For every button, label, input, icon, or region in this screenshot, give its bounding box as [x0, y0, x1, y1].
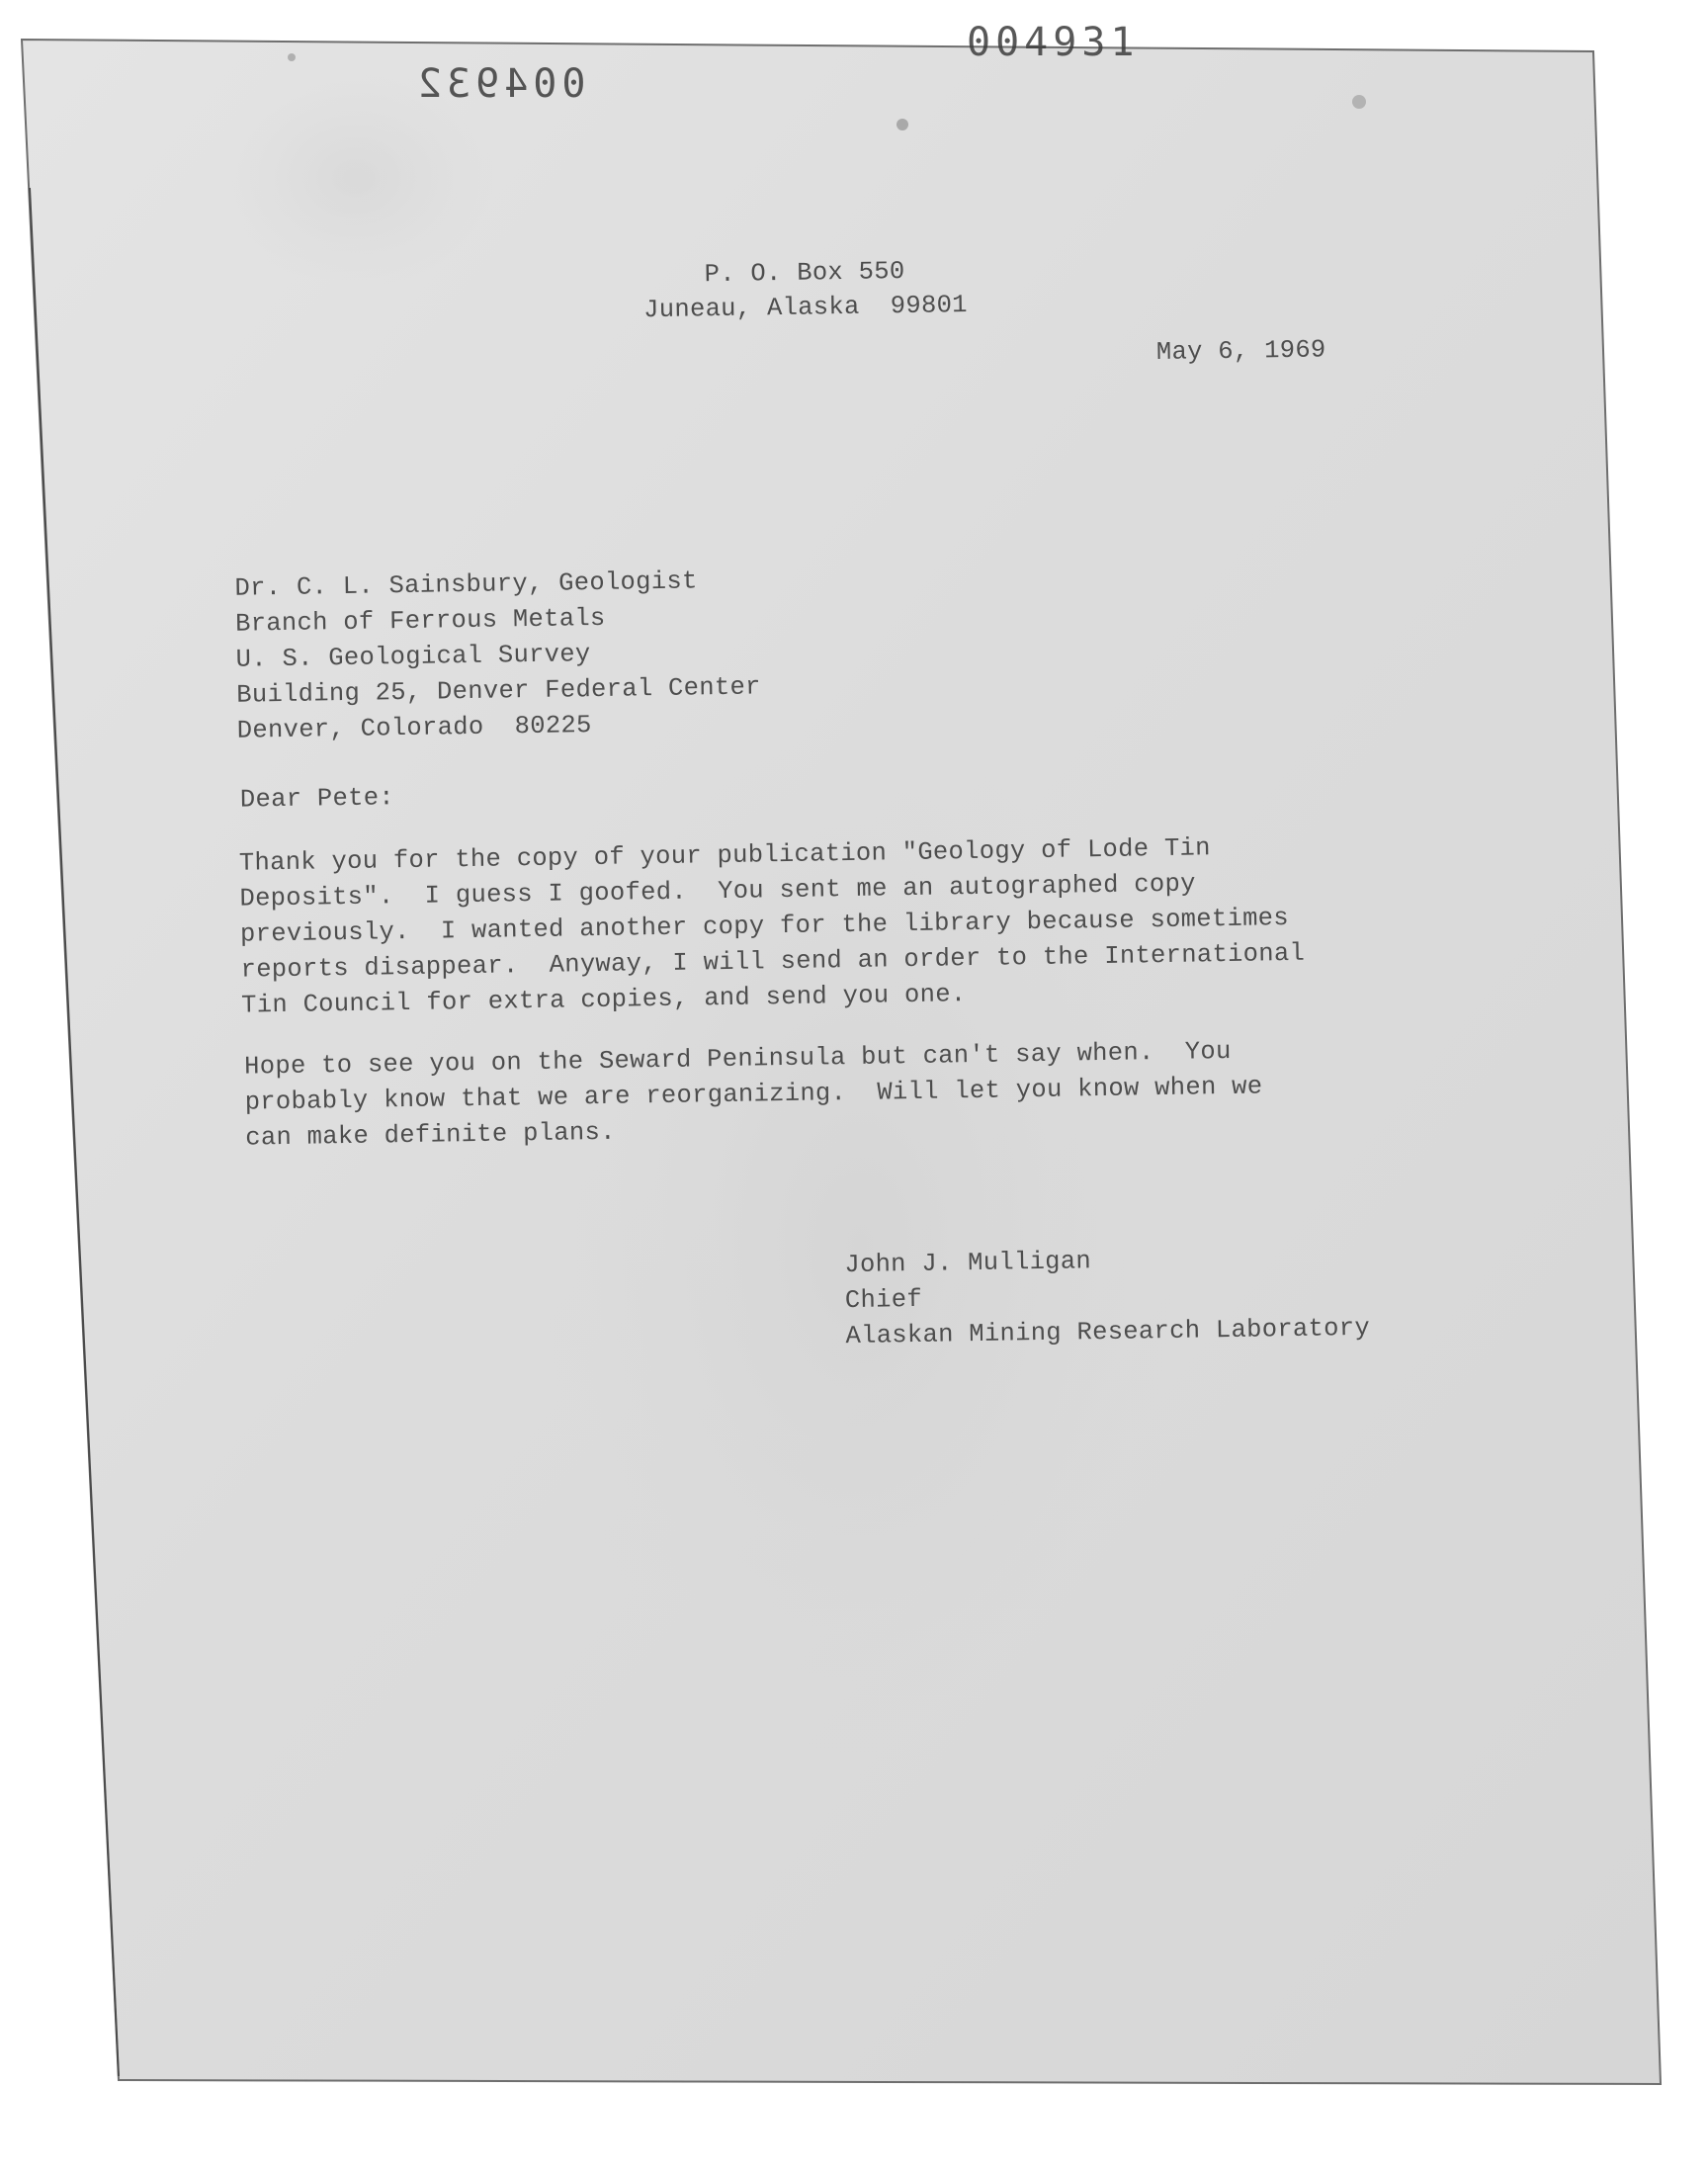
signer-name: John J. Mulligan: [844, 1247, 1092, 1280]
recipient-line: Dr. C. L. Sainsbury, Geologist: [234, 566, 698, 603]
recipient-line: Building 25, Denver Federal Center: [236, 672, 761, 710]
salutation: Dear Pete:: [239, 783, 395, 815]
paragraph-line: probably know that we are reorganizing. Will let you know when we: [244, 1072, 1263, 1117]
body-paragraph: [244, 1033, 1263, 1156]
signer-organization: Alaskan Mining Research Laboratory: [845, 1313, 1371, 1351]
return-address-line: P. O. Box 550: [704, 257, 905, 290]
paragraph-line: previously. I wanted another copy for the library because sometimes: [239, 904, 1290, 949]
return-address-line: Juneau, Alaska 99801: [642, 291, 969, 325]
paragraph-line: Deposits". I guess I goofed. You sent me an autographed copy: [239, 869, 1196, 914]
recipient-address: [234, 563, 761, 748]
recipient-line: Denver, Colorado 80225: [236, 711, 592, 745]
recipient-line: Branch of Ferrous Metals: [234, 603, 606, 639]
letter-date: May 6, 1969: [1155, 335, 1326, 368]
signature-block: [844, 1240, 1370, 1354]
mirrored-document-number-stamp: 004932: [413, 61, 586, 107]
paragraph-line: reports disappear. Anyway, I will send an order to the International: [240, 938, 1306, 985]
document-number-stamp: 004931: [967, 20, 1140, 65]
signer-title: Chief: [844, 1284, 923, 1316]
body-paragraph: [239, 829, 1306, 1024]
recipient-line: U. S. Geological Survey: [235, 640, 591, 674]
paragraph-line: Tin Council for extra copies, and send you one.: [240, 980, 967, 1020]
paragraph-line: Thank you for the copy of your publication "Geology of Lode Tin: [238, 833, 1212, 878]
paragraph-line: Hope to see you on the Seward Peninsula but can't say when. You: [243, 1036, 1232, 1082]
paragraph-line: can make definite plans.: [245, 1117, 616, 1153]
